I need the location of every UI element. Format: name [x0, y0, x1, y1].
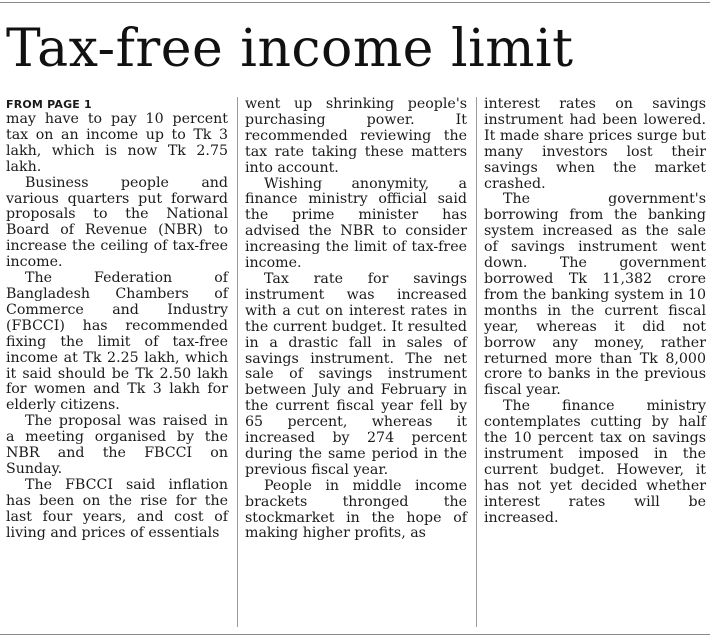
paragraph: Wishing anonymity, a finance ministry official said the prime minister has advised the NBR to consider increasing the limit of tax-free income. [245, 175, 467, 272]
paragraph: The finance ministry contemplates cutting by half the 10 percent tax on savings instrument imposed in the current budget. However, it has not yet decided whether interest rates will be increased. [484, 398, 706, 526]
paragraph: may have to pay 10 percent tax on an income up to Tk 3 lakh, which is now Tk 2.75 lakh. [6, 111, 228, 175]
paragraph: interest rates on savings instrument had been lowered. It made share prices surge but many investors lost their savings when the market crashed. [484, 96, 706, 192]
paragraph: The Federation of Bangladesh Chambers of Commerce and Industry (FBCCI) has recommended fixing the limit of tax-free income at Tk 2.25 lakh, which it said should be Tk 2.50 lakh for women and Tk 3 lakh for elderly citizens. [6, 270, 228, 414]
paragraph: The proposal was raised in a meeting organised by the NBR and the FBCCI on Sunday. [6, 413, 228, 477]
paragraph: Business people and various quarters put forward proposals to the National Board of Revenue (NBR) to increase the ceiling of tax-free income. [6, 174, 228, 271]
kicker: FROM PAGE 1 [6, 98, 92, 111]
paragraph: People in middle income brackets thronged the stockmarket in the hope of making higher profits, as [245, 477, 467, 542]
column-divider-1 [237, 97, 238, 627]
paragraph: went up shrinking people's purchasing power. It recommended reviewing the tax rate taking these matters into account. [245, 96, 467, 176]
column-divider-2 [476, 97, 477, 627]
top-rule [0, 2, 710, 3]
headline: Tax-free income limit [6, 19, 574, 79]
article-column-3 [484, 97, 706, 526]
article-column-2 [245, 97, 467, 542]
paragraph: The FBCCI said inflation has been on the rise for the last four years, and cost of living and prices of essentials [6, 476, 228, 541]
bottom-rule [0, 634, 710, 635]
paragraph: Tax rate for savings instrument was increased with a cut on interest rates in the current budget. It resulted in a drastic fall in sales of savings instrument. The net sale of savings instrument between July and February in the current fiscal year fell by 65 percent, whereas it increased by 274 percent during the same period in the previous fiscal year. [245, 270, 467, 478]
article-column-1 [6, 97, 228, 541]
paragraph: The government's borrowing from the banking system increased as the sale of savings instrument went down. The government borrowed Tk 11,382 crore from the banking system in 10 months in the current fiscal year, whereas it did not borrow any money, rather returned more than Tk 8,000 crore to banks in the previous fiscal year. [484, 191, 706, 399]
